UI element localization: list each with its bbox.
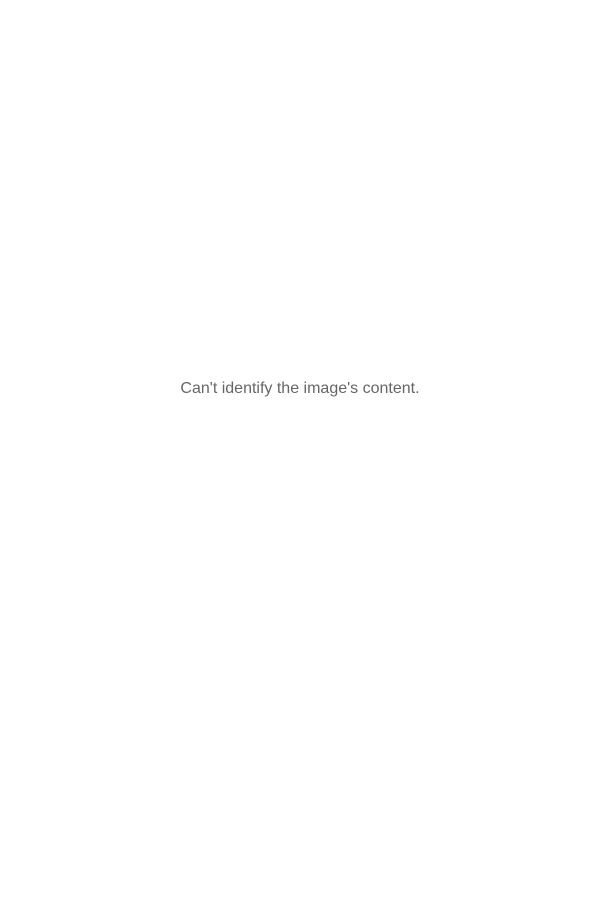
notice-text: Can't identify the image's content. [180, 380, 420, 397]
